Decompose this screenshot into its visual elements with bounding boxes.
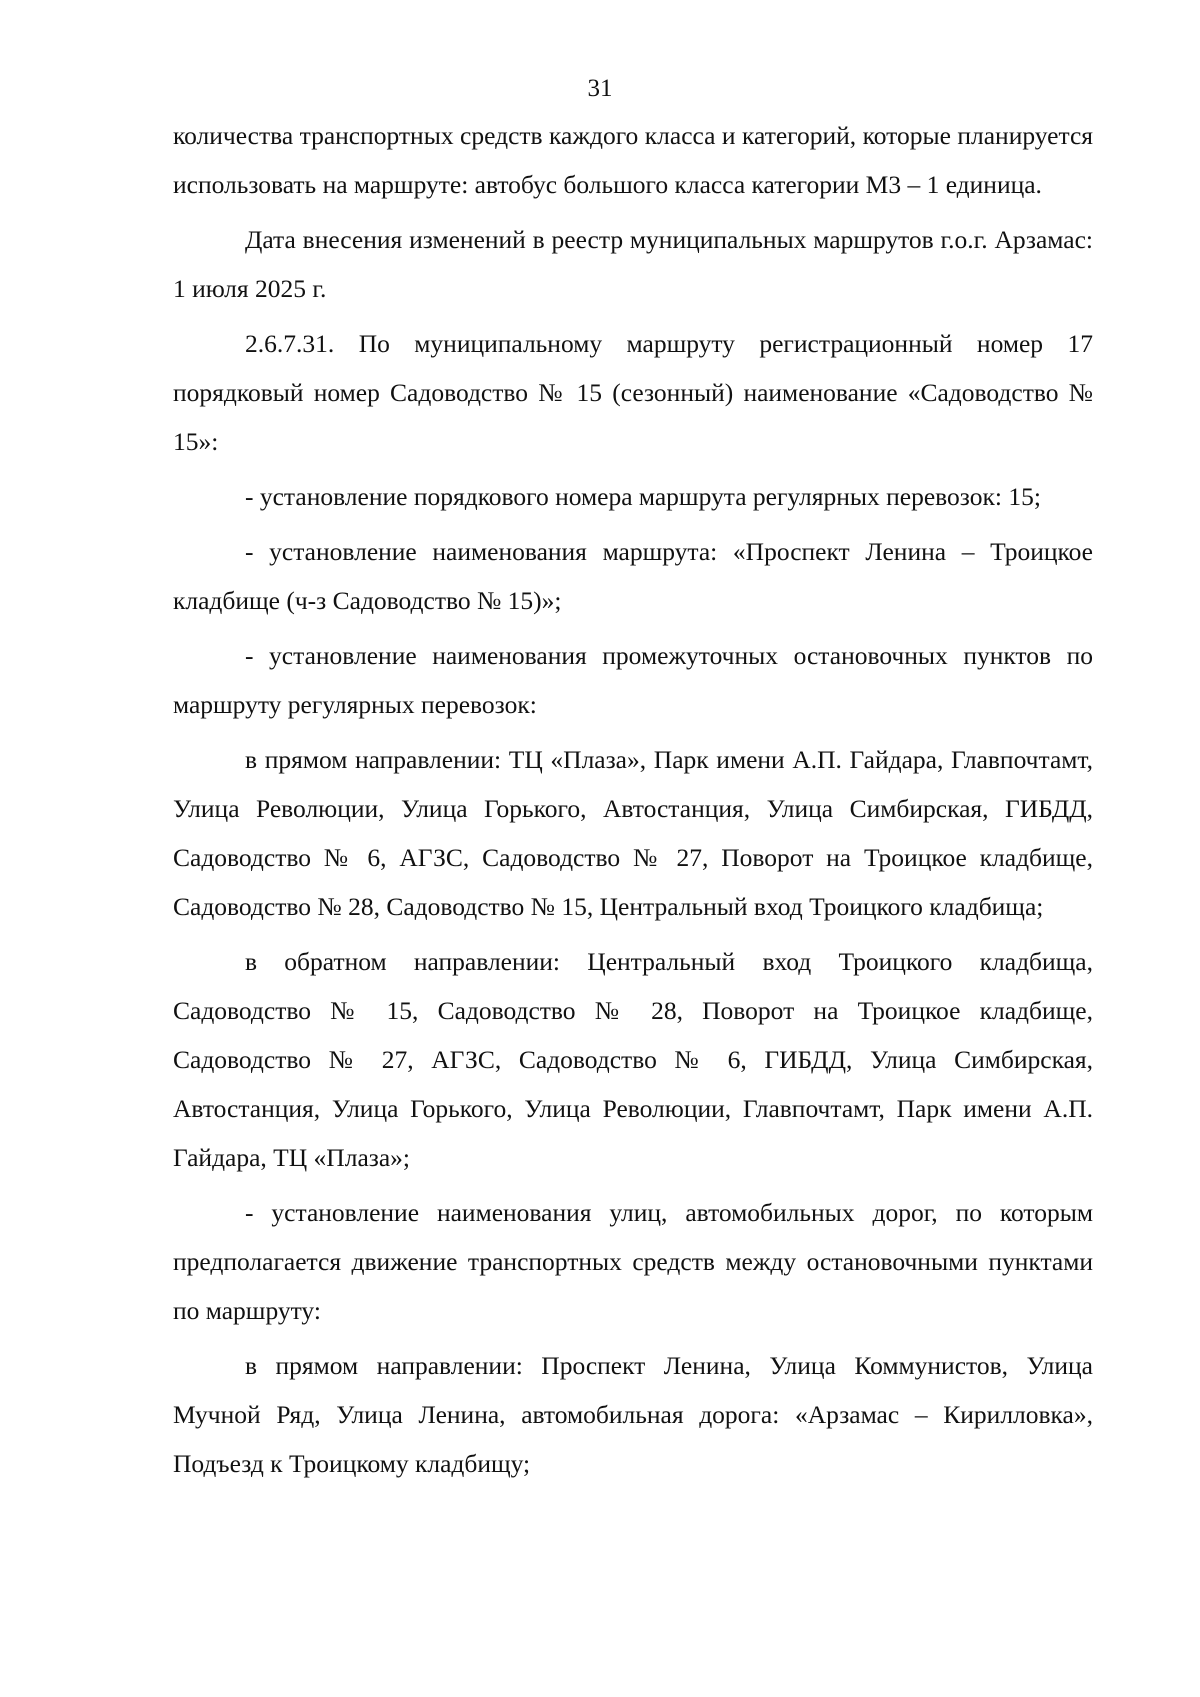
paragraph-reverse-stops: в обратном направлении: Центральный вход Троицкого кладбища, Садоводство № 15, Садоводство № 28, Поворот на Троицкое кладбище, Садоводство № 27, АГЗС, Садоводство № 6, ГИБДД, Улица Симбирская, Автостанция, Улица Горького, Улица Революции, Главпочтамт, Парк имени А.П. Гайдара, ТЦ «Плаза»; bbox=[173, 947, 1093, 1172]
paragraph-forward-streets: в прямом направлении: Проспект Ленина, Улица Коммунистов, Улица Мучной Ряд, Улица Ленина, автомобильная дорога: «Арзамас – Кирилловка», Подъезд к Троицкому кладбищу; bbox=[173, 1351, 1093, 1478]
paragraph-forward-stops: в прямом направлении: ТЦ «Плаза», Парк имени А.П. Гайдара, Главпочтамт, Улица Революции, Улица Горького, Автостанция, Улица Симбирская, ГИБДД, Садоводство № 6, АГЗС, Садоводство № 27, Поворот на Троицкое кладбище, Садоводство № 28, Садоводство № 15, Центральный вход Троицкого кладбища; bbox=[173, 745, 1093, 921]
paragraph-streets-heading: - установление наименования улиц, автомобильных дорог, по которым предполагается движение транспортных средств между остановочными пунктами по маршруту: bbox=[173, 1198, 1093, 1325]
paragraph-route-heading: 2.6.7.31. По муниципальному маршруту регистрационный номер 17 порядковый номер Садоводство № 15 (сезонный) наименование «Садоводство № 15»: bbox=[173, 329, 1093, 456]
paragraph-route-name: - установление наименования маршрута: «Проспект Ленина – Троицкое кладбище (ч-з Садоводство № 15)»; bbox=[173, 537, 1093, 615]
page-number: 31 bbox=[587, 75, 613, 102]
paragraph-registry-date: Дата внесения изменений в реестр муниципальных маршрутов г.о.г. Арзамас: 1 июля 2025 г. bbox=[173, 225, 1093, 303]
paragraph-continuation: количества транспортных средств каждого класса и категорий, которые планируется использовать на маршруте: автобус большого класса категории М3 – 1 единица. bbox=[173, 121, 1093, 199]
paragraph-intermediate-stops: - установление наименования промежуточных остановочных пунктов по маршруту регулярных перевозок: bbox=[173, 641, 1093, 719]
paragraph-route-number: - установление порядкового номера маршрута регулярных перевозок: 15; bbox=[245, 482, 1041, 511]
document-body bbox=[173, 111, 1093, 1494]
